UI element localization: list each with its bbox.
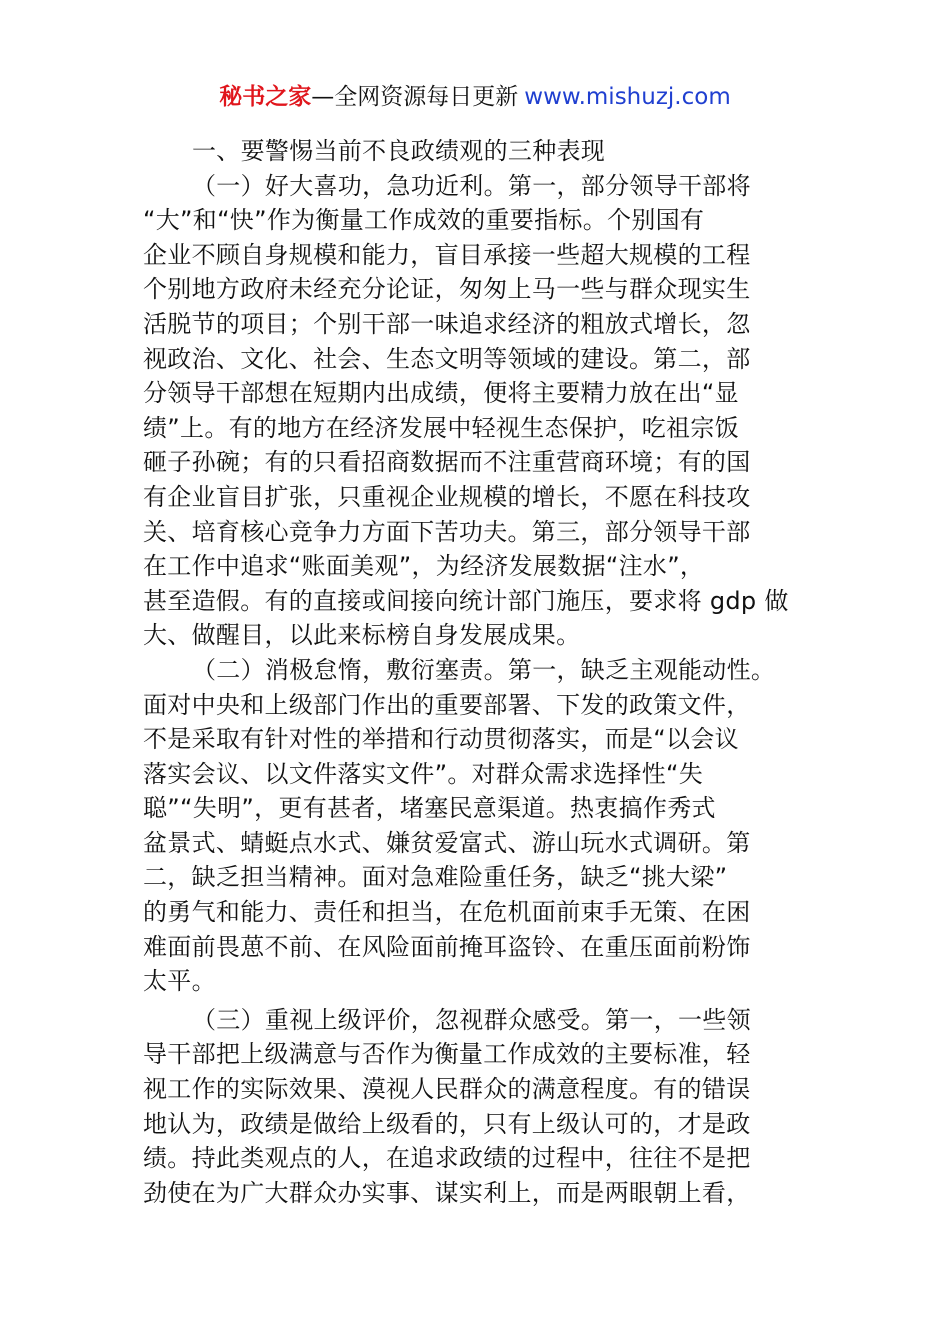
paragraph-line: 面对中央和上级部门作出的重要部署、下发的政策文件，	[143, 690, 751, 719]
section-heading: 一、要警惕当前不良政绩观的三种表现	[192, 137, 606, 165]
paragraph-line: 难面前畏葸不前、在风险面前掩耳盗铃、在重压面前粉饰	[143, 932, 751, 961]
paragraph-line: 砸子孙碗；有的只看招商数据而不注重营商环境；有的国	[143, 448, 751, 477]
paragraph-line: 不是采取有针对性的举措和行动贯彻落实，而是“以会议	[143, 725, 739, 754]
brand-name: 秘书之家	[219, 84, 312, 110]
paragraph-line: 太平。	[143, 967, 216, 996]
paragraph-line: 地认为，政绩是做给上级看的，只有上级认可的，才是政	[143, 1109, 751, 1138]
site-header	[0, 80, 950, 114]
paragraph-line: 二，缺乏担当精神。面对急难险重任务，缺乏“挑大梁”	[143, 863, 728, 892]
paragraph-line: 活脱节的项目；个别干部一味追求经济的粗放式增长，忽	[143, 309, 751, 338]
paragraph-line: 绩”上。有的地方在经济发展中轻视生态保护，吃祖宗饭	[143, 413, 739, 442]
paragraph-line: 个别地方政府未经充分论证，匆匆上马一些与群众现实生	[143, 275, 751, 304]
paragraph-line: 关、培育核心竞争力方面下苦功夫。第三，部分领导干部	[143, 517, 751, 546]
document-body	[143, 134, 815, 1210]
site-url-link[interactable]: www.mishuzj.com	[524, 84, 731, 110]
paragraph-line: 盆景式、蜻蜓点水式、嫌贫爱富式、游山玩水式调研。第	[143, 828, 751, 857]
paragraph-line: 劲使在为广大群众办实事、谋实利上，而是两眼朝上看，	[143, 1178, 751, 1207]
paragraph-line: 视工作的实际效果、漠视人民群众的满意程度。有的错误	[143, 1075, 751, 1104]
paragraph-line: （三）重视上级评价，忽视群众感受。第一，一些领	[192, 1005, 751, 1034]
paragraph-line: 大、做醒目，以此来标榜自身发展成果。	[143, 621, 581, 650]
paragraph-line: 分领导干部想在短期内出成绩，便将主要精力放在出“显	[143, 379, 739, 408]
paragraph-line: 甚至造假。有的直接或间接向统计部门施压，要求将 gdp 做	[143, 586, 789, 615]
paragraph-line: 的勇气和能力、责任和担当，在危机面前束手无策、在困	[143, 898, 751, 927]
paragraph-line: 绩。持此类观点的人，在追求政绩的过程中，往往不是把	[143, 1144, 751, 1173]
paragraph-line: 落实会议、以文件落实文件”。对群众需求选择性“失	[143, 759, 704, 788]
site-slogan: —全网资源每日更新	[311, 84, 519, 110]
paragraph-line: 聪”“失明”，更有甚者，堵塞民意渠道。热衷搞作秀式	[143, 794, 716, 823]
paragraph-line: “大”和“快”作为衡量工作成效的重要指标。个别国有	[143, 206, 705, 235]
paragraph-line: （一）好大喜功，急功近利。第一，部分领导干部将	[192, 171, 751, 200]
paragraph-line: 在工作中追求“账面美观”，为经济发展数据“注水”，	[143, 552, 705, 581]
paragraph-line: 视政治、文化、社会、生态文明等领域的建设。第二，部	[143, 344, 751, 373]
paragraph-line: 企业不顾自身规模和能力，盲目承接一些超大规模的工程	[143, 240, 751, 269]
paragraph-line: 导干部把上级满意与否作为衡量工作成效的主要标准，轻	[143, 1040, 751, 1069]
paragraph-line: 有企业盲目扩张，只重视企业规模的增长，不愿在科技攻	[143, 482, 751, 511]
paragraph-line: （二）消极怠惰，敷衍塞责。第一，缺乏主观能动性。	[192, 655, 776, 684]
